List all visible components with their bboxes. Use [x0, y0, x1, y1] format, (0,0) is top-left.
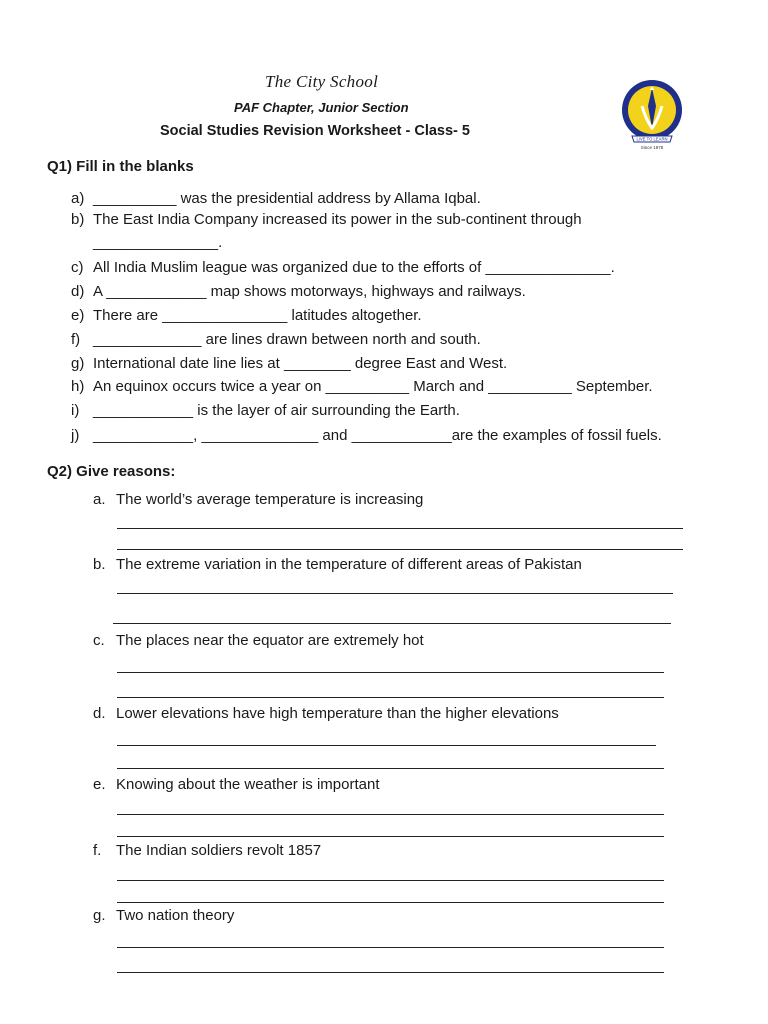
answer-line[interactable]: [117, 672, 664, 673]
q2-item-label: d.: [93, 705, 106, 722]
answer-line[interactable]: [117, 593, 673, 594]
school-name: The City School: [265, 72, 379, 91]
q2-item-text: The world’s average temperature is increasing: [116, 491, 424, 508]
q2-item-e: [93, 776, 380, 793]
answer-line[interactable]: [117, 972, 664, 973]
q1-item-text: __________ was the presidential address by Allama Iqbal.: [93, 190, 481, 207]
q2-item-b: [93, 556, 582, 573]
answer-line[interactable]: [117, 549, 683, 550]
q1-item-text: _____________ are lines drawn between north and south.: [93, 331, 481, 348]
q1-item-text: The East India Company increased its power in the sub-continent through: [93, 211, 582, 228]
answer-line[interactable]: [117, 768, 664, 769]
q1-item-label: d): [71, 283, 85, 300]
q2-item-label: c.: [93, 632, 105, 649]
q2-item-text: Knowing about the weather is important: [116, 776, 380, 793]
q2-item-label: f.: [93, 842, 102, 859]
answer-line[interactable]: [113, 623, 671, 624]
q1-item-b-continuation: _______________.: [93, 234, 223, 251]
q2-item-label: e.: [93, 776, 106, 793]
q2-item-label: g.: [93, 907, 106, 924]
q2-item-d: [93, 705, 559, 722]
q1-item-label: a): [71, 190, 85, 207]
q1-item-c: [71, 259, 615, 276]
q1-item-label: j): [71, 427, 80, 444]
q1-item-e: [71, 307, 422, 324]
q1-item-label: e): [71, 307, 85, 324]
q1-item-i: [71, 402, 460, 419]
q2-item-f: [93, 842, 321, 859]
q1-item-g: [71, 355, 507, 372]
crest-motto: LIVE TO LEARN: [636, 136, 668, 142]
chapter-subtitle: [234, 100, 409, 115]
answer-line[interactable]: [117, 947, 664, 948]
q2-item-text: The extreme variation in the temperature of different areas of Pakistan: [116, 556, 582, 573]
answer-line[interactable]: [117, 836, 664, 837]
q1-item-label: b): [71, 211, 85, 228]
q2-item-text: Two nation theory: [116, 907, 235, 924]
q2-item-text: The places near the equator are extremely hot: [116, 632, 424, 649]
q2-heading: Q2) Give reasons:: [47, 463, 176, 480]
answer-line[interactable]: [117, 902, 664, 903]
worksheet-title: Social Studies Revision Worksheet - Class- 5: [160, 123, 470, 139]
q1-item-text: A ____________ map shows motorways, highways and railways.: [93, 283, 526, 300]
q2-item-label: a.: [93, 491, 106, 508]
q1-item-text: ____________ is the layer of air surrounding the Earth.: [93, 402, 460, 419]
answer-line[interactable]: [117, 697, 664, 698]
chapter-text: PAF Chapter, Junior Section: [234, 100, 409, 115]
q1-item-label: h): [71, 378, 85, 395]
q1-item-f: [71, 331, 481, 348]
q2-item-c: [93, 632, 424, 649]
q1-item-d: [71, 283, 526, 300]
q2-item-text: The Indian soldiers revolt 1857: [116, 842, 322, 859]
q1-item-label: c): [71, 259, 84, 276]
school-crest-icon: [612, 76, 692, 156]
answer-line[interactable]: [117, 745, 656, 746]
q1-item-text: All India Muslim league was organized due to the efforts of _______________.: [93, 259, 615, 276]
q1-item-label: f): [71, 331, 81, 348]
q2-item-a: [93, 491, 423, 508]
q1-item-h: [71, 378, 653, 395]
q1-item-label: i): [71, 402, 80, 419]
q1-item-text: ____________, ______________ and ____________are the examples of fossil fuels.: [93, 427, 662, 444]
q1-item-label: g): [71, 355, 85, 372]
q1-item-b: [71, 211, 582, 228]
q2-item-g: [93, 907, 234, 924]
q1-heading: Q1) Fill in the blanks: [47, 158, 194, 175]
answer-line[interactable]: [117, 528, 683, 529]
answer-line[interactable]: [117, 880, 664, 881]
q1-item-j: [71, 427, 662, 444]
q2-item-label: b.: [93, 556, 106, 573]
crest-since: Since 1978: [640, 145, 664, 150]
answer-line[interactable]: [117, 814, 664, 815]
q1-item-text: International date line lies at ________ degree East and West.: [93, 355, 508, 372]
q2-item-text: Lower elevations have high temperature than the higher elevations: [116, 705, 559, 722]
q1-item-text: There are _______________ latitudes altogether.: [93, 307, 422, 324]
q1-item-a: [71, 190, 481, 207]
q1-item-text: An equinox occurs twice a year on __________ March and __________ September.: [93, 378, 653, 395]
